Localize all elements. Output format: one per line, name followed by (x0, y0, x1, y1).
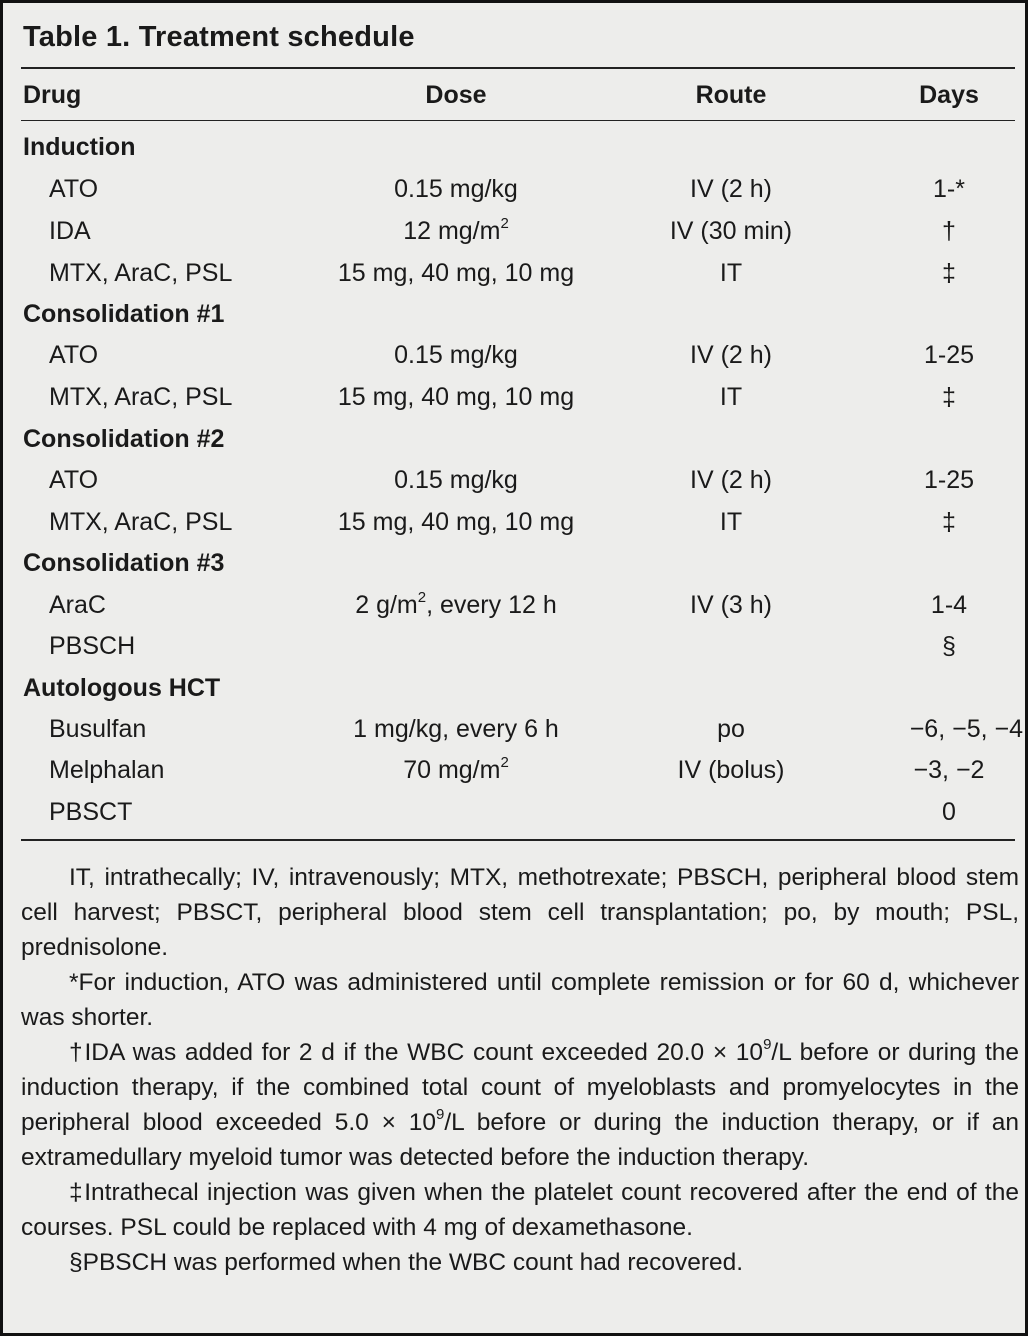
table-title: Table 1. Treatment schedule (23, 21, 415, 53)
drug-cell: ATO (49, 341, 99, 369)
top-rule (21, 67, 1015, 69)
table-row (21, 377, 1021, 417)
header-rule (21, 120, 1015, 121)
section-row (21, 668, 1021, 708)
dose-superscript: 2 (500, 214, 509, 232)
days-cell: ‡ (942, 383, 956, 411)
header-days: Days (919, 81, 979, 109)
table-row (21, 792, 1021, 832)
dose-text: 70 mg/m (403, 756, 501, 784)
route-cell: IV (bolus) (677, 756, 785, 784)
days-cell: 0 (942, 798, 956, 826)
dose-superscript: 2 (417, 588, 427, 606)
footnote-star: *For induction, ATO was administered until complete remission or for 60 d, whichever was shorter. (21, 969, 1019, 1031)
days-cell: 1-* (933, 175, 965, 203)
table-row (21, 626, 1021, 666)
days-cell: ‡ (942, 508, 956, 536)
dose-cell: 0.15 mg/kg (394, 466, 518, 494)
table-row (21, 750, 1021, 790)
section-row (21, 294, 1021, 334)
dose-text: 12 mg/m (403, 217, 501, 245)
drug-cell: ATO (49, 466, 99, 494)
dose-cell: 0.15 mg/kg (394, 175, 518, 203)
days-cell: § (942, 632, 956, 660)
table-row (21, 502, 1021, 542)
section-label: Consolidation #1 (23, 300, 225, 328)
footnote-dagger (21, 1035, 1019, 1175)
days-cell: 1-4 (930, 591, 968, 619)
section-row (21, 127, 1021, 167)
section-row (21, 543, 1021, 583)
drug-cell: Melphalan (49, 756, 165, 784)
table-row (21, 335, 1021, 375)
footnote-dagger-text: /L before or during the induction therapy, or if an extramedullary myeloid tumor was detected before the induction therapy. (21, 1109, 1019, 1171)
drug-cell: MTX, AraC, PSL (49, 259, 233, 287)
route-cell: IV (2 h) (690, 341, 772, 369)
days-cell: † (942, 217, 956, 245)
drug-cell: PBSCT (49, 798, 133, 826)
drug-cell: PBSCH (49, 632, 136, 660)
section-label: Induction (23, 133, 136, 161)
dose-cell: 15 mg, 40 mg, 10 mg (337, 383, 575, 411)
header-route: Route (695, 81, 767, 109)
dose-text: 2 g/m (355, 591, 418, 619)
dose-cell (271, 585, 641, 625)
section-label: Consolidation #2 (23, 425, 225, 453)
bottom-rule (21, 839, 1015, 841)
drug-cell: ATO (49, 175, 99, 203)
drug-cell: Busulfan (49, 715, 147, 743)
dose-cell: 1 mg/kg, every 6 h (353, 715, 559, 743)
route-cell: IV (30 min) (669, 217, 793, 245)
dose-text-suffix: , every 12 h (426, 591, 557, 619)
days-cell: 1-25 (923, 341, 975, 369)
route-cell: IT (719, 383, 743, 411)
days-cell: −6, −5, −4 (909, 715, 1023, 743)
section-label: Autologous HCT (23, 674, 221, 702)
drug-cell: AraC (49, 591, 106, 619)
dose-superscript: 2 (500, 753, 509, 771)
header-drug: Drug (23, 81, 82, 109)
table-row (21, 709, 1021, 749)
footnote-double-dagger: ‡Intrathecal injection was given when the platelet count recovered after the end of the courses. PSL could be replaced with 4 mg of dexamethasone. (21, 1179, 1019, 1241)
drug-cell: IDA (49, 217, 91, 245)
dose-cell: 15 mg, 40 mg, 10 mg (337, 508, 575, 536)
table-row (21, 460, 1021, 500)
route-cell: IT (719, 508, 743, 536)
route-cell: IV (3 h) (690, 591, 772, 619)
days-cell: ‡ (942, 259, 956, 287)
dose-cell (271, 750, 641, 790)
footnote-dagger-text: /L before or during the induction therapy, if the combined total count of myeloblasts and promyelocytes in the peripheral blood exceeded 5.0 × 10 (21, 1039, 1020, 1136)
footnote-dagger-sup: 9 (436, 1105, 445, 1123)
section-label: Consolidation #3 (23, 549, 225, 577)
header-dose: Dose (425, 81, 487, 109)
table-header-row (21, 75, 1021, 115)
table-footnotes (21, 860, 1019, 1280)
footnote-abbreviations: IT, intrathecally; IV, intravenously; MTX, methotrexate; PBSCH, peripheral blood stem cell harvest; PBSCT, peripheral blood stem cell transplantation; po, by mouth; PSL, prednisolone. (21, 864, 1019, 961)
dose-cell: 15 mg, 40 mg, 10 mg (337, 259, 575, 287)
section-row (21, 419, 1021, 459)
route-cell: po (717, 715, 745, 743)
footnote-dagger-sup: 9 (763, 1035, 772, 1053)
table-row (21, 253, 1021, 293)
route-cell: IT (719, 259, 743, 287)
table-row (21, 211, 1021, 251)
dose-cell (271, 211, 641, 251)
table-row (21, 585, 1021, 625)
dose-cell: 0.15 mg/kg (394, 341, 518, 369)
table-row (21, 169, 1021, 209)
route-cell: IV (2 h) (690, 466, 772, 494)
days-cell: 1-25 (923, 466, 975, 494)
days-cell: −3, −2 (913, 756, 985, 784)
drug-cell: MTX, AraC, PSL (49, 383, 233, 411)
drug-cell: MTX, AraC, PSL (49, 508, 233, 536)
route-cell: IV (2 h) (690, 175, 772, 203)
footnote-section-sign: §PBSCH was performed when the WBC count had recovered. (69, 1249, 744, 1276)
footnote-dagger-text: †IDA was added for 2 d if the WBC count exceeded 20.0 × 10 (69, 1039, 764, 1066)
